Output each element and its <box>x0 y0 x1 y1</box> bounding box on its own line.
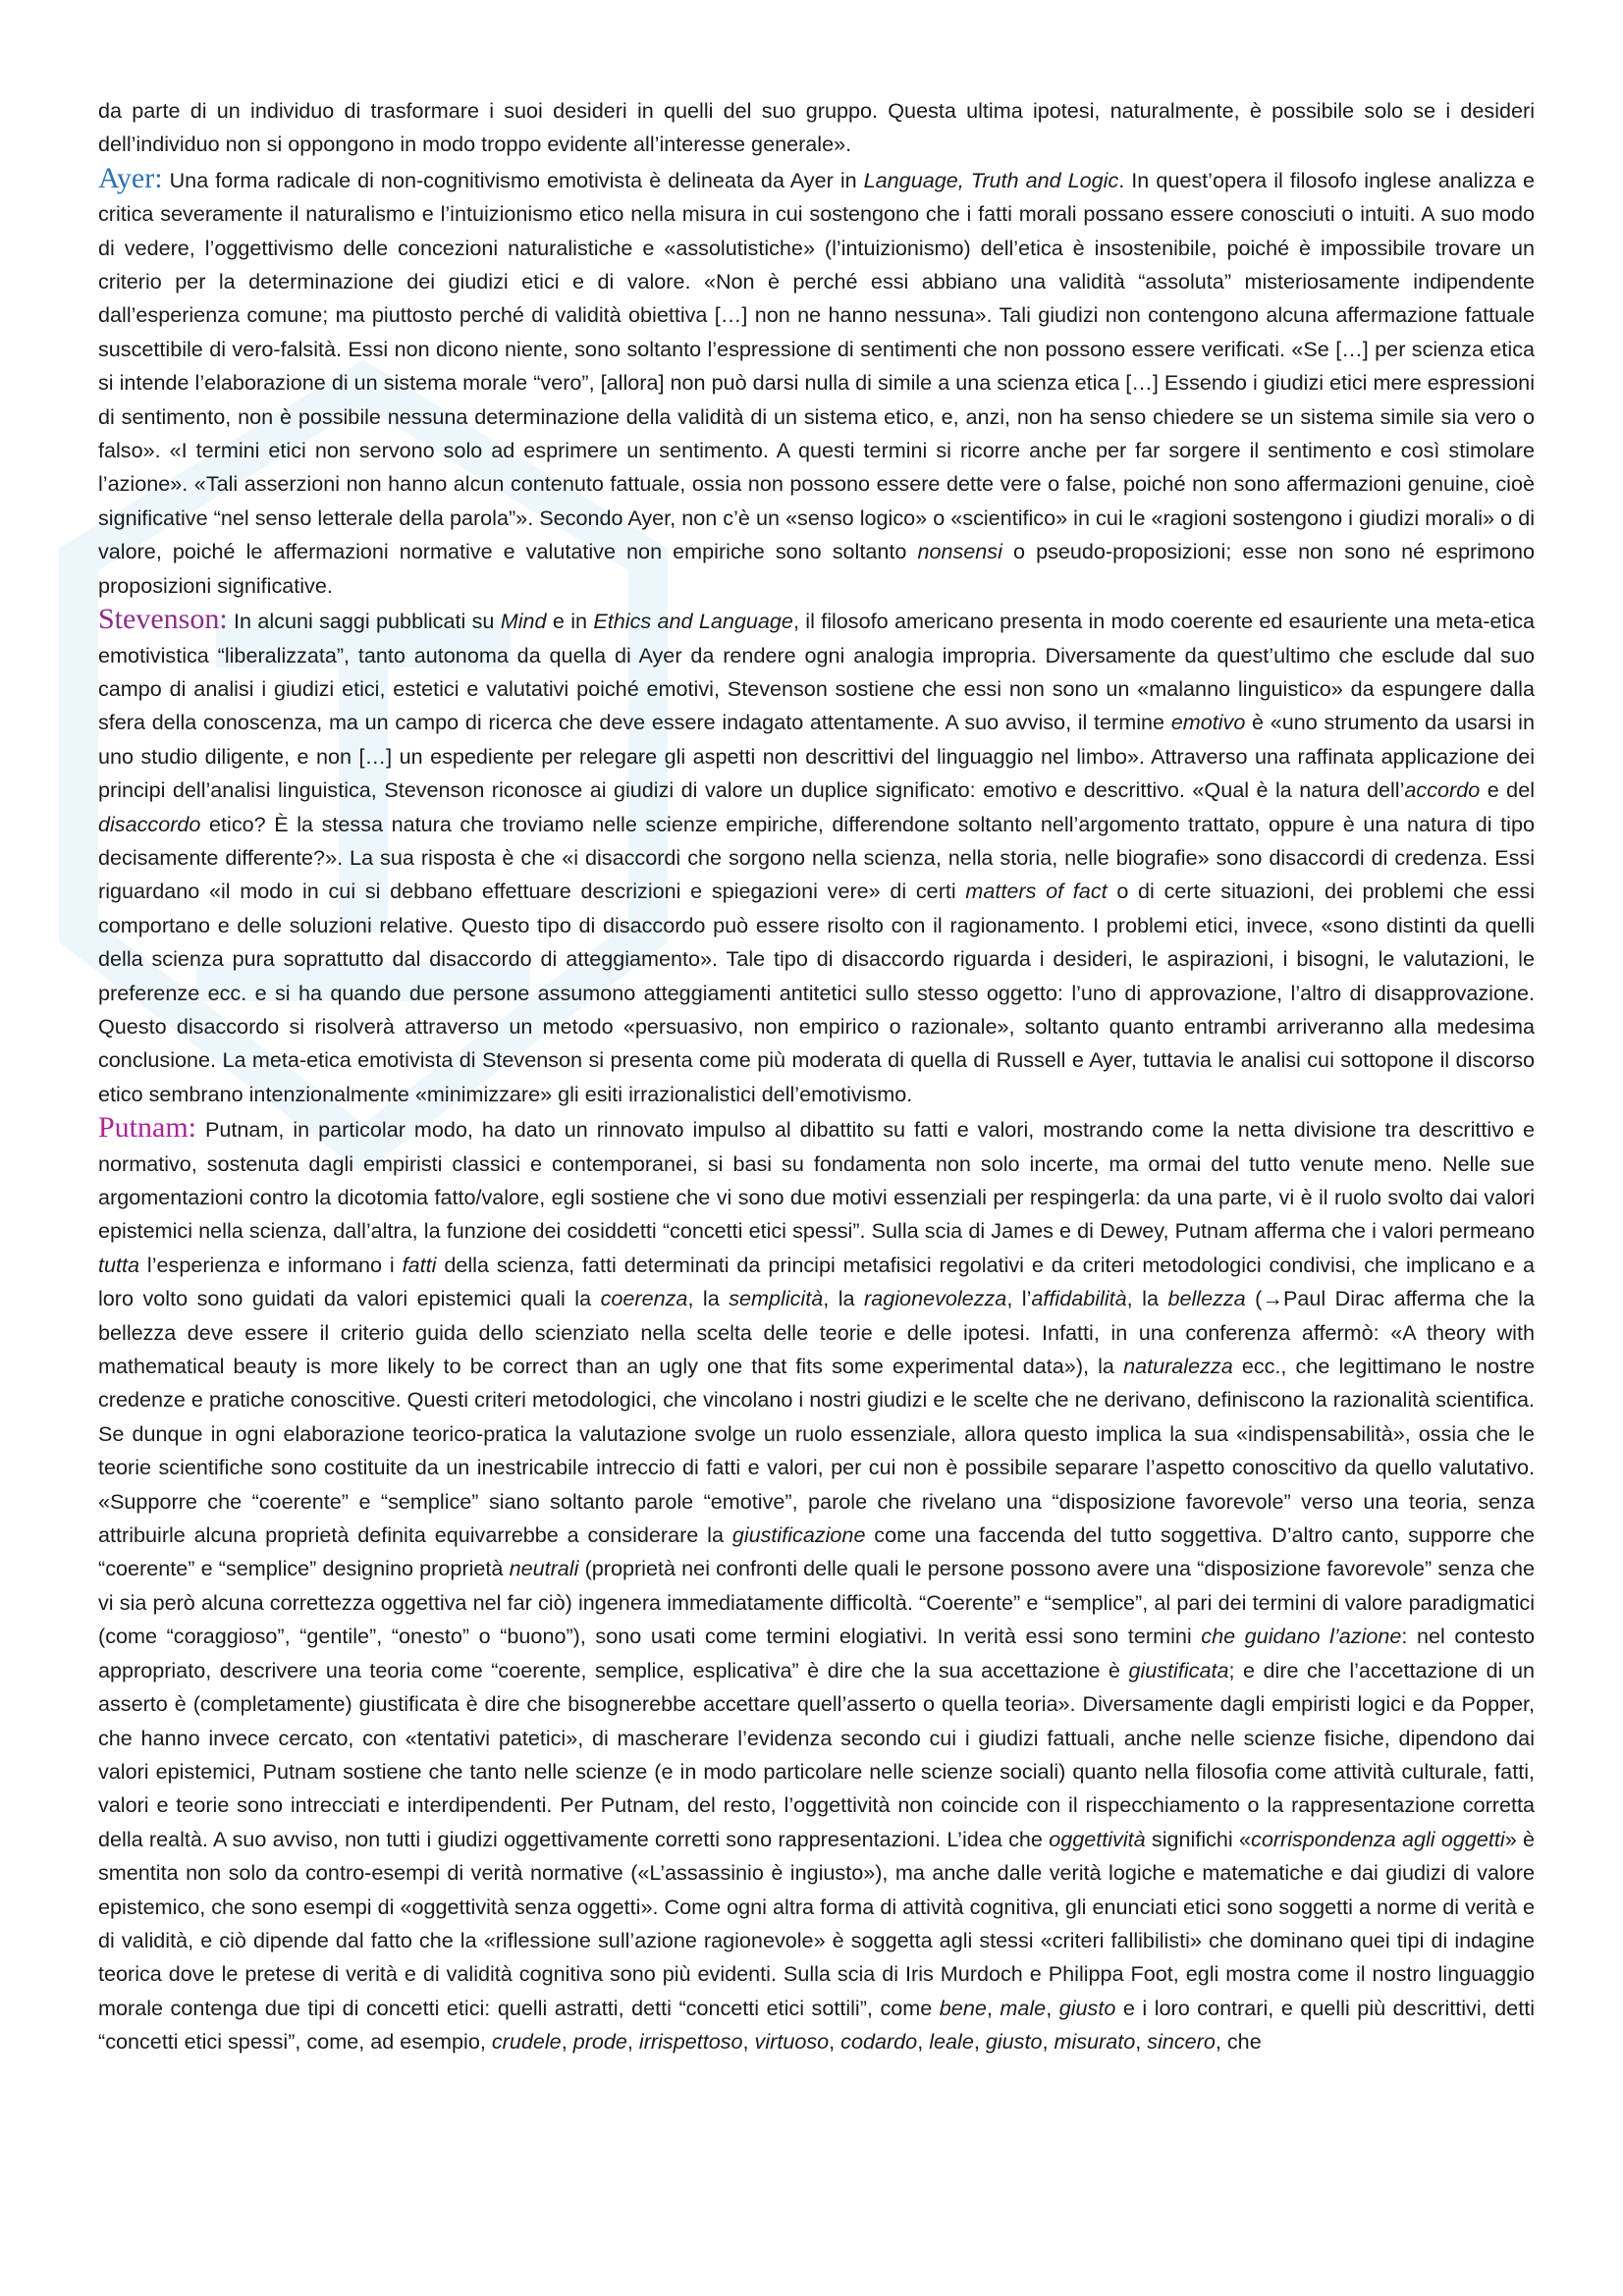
putnam-text: e i loro contrari, e quelli più descrittivi, detti “concetti etici spessi”, come, ad esempio, <box>98 1995 1535 2055</box>
putnam-italic: sincero <box>1147 2029 1216 2055</box>
stevenson-text: e in <box>546 609 594 634</box>
putnam-italic: oggettività <box>1049 1826 1146 1851</box>
putnam-italic: bene <box>939 1995 987 2020</box>
putnam-text: : nel contesto appropriato, descrivere una teoria come “coerente, semplice, esplicativa” è dire che la sua accettazione è <box>98 1624 1535 1682</box>
putnam-italic: giusto <box>1058 1995 1116 2020</box>
putnam-text: , <box>1046 1995 1059 2020</box>
stevenson-text: In alcuni saggi pubblicati su <box>227 609 501 634</box>
putnam-italic: semplicità <box>729 1286 824 1311</box>
putnam-italic: naturalezza <box>1123 1354 1233 1379</box>
stevenson-italic: Mind <box>500 609 547 634</box>
stevenson-text: , il filosofo americano presenta in modo coerente ed esauriente una meta-etica emotivistica “liberalizzata”, tanto autonoma da quella di Ayer da rendere ogni analogia impropria. Diversamente da quest’ultimo che esclude dal suo campo di analisi i giudizi etici, estetici e valutativi poiché emotivi, Stevenson sostiene che essi non sono un «malanno linguistico» da espungere dalla sfera della conoscenza, ma un campo di ricerca che deve essere indagato attentamente. A suo avviso, il termine <box>98 609 1536 735</box>
stevenson-italic: accordo <box>1404 777 1481 803</box>
stevenson-italic: Ethics and Language <box>593 609 793 634</box>
putnam-text: , la <box>687 1286 730 1311</box>
putnam-text: , <box>1135 2029 1148 2055</box>
putnam-italic: tutta <box>98 1252 140 1277</box>
putnam-italic: neutrali <box>509 1556 579 1581</box>
ayer-text: Una forma radicale di non-cognitivismo emotivista è delineata da Ayer in <box>162 167 864 192</box>
putnam-text: , <box>986 1995 1001 2020</box>
putnam-italic: coerenza <box>600 1286 688 1311</box>
stevenson-italic: matters of fact <box>965 879 1108 904</box>
putnam-text: come una faccenda del tutto soggettiva. D’altro canto, supporre che “coerente” e “semplice” designino proprietà <box>98 1522 1535 1581</box>
putnam-italic: crudele <box>491 2029 562 2055</box>
putnam-italic: irrispettoso <box>638 2029 743 2055</box>
document-page <box>98 94 1535 2059</box>
putnam-text: , <box>829 2029 841 2055</box>
stevenson-text: è «uno strumento da usarsi in uno studio diligente, e non […] un espediente per relegare gli aspetti non descrittivi del linguaggio nel limbo». Attraverso una raffinata applicazione dei principi dell’analisi linguistica, Stevenson riconosce ai giudizi di valore un duplice significato: emotivo e descrittivo. «Qual è la natura dell’ <box>98 710 1535 803</box>
putnam-italic: leale <box>929 2029 974 2055</box>
putnam-italic: corrispondenza agli oggetti <box>1251 1826 1505 1851</box>
stevenson-heading: Stevenson: <box>98 603 228 636</box>
putnam-text: significhi « <box>1145 1826 1252 1851</box>
stevenson-text: o di certe situazioni, dei problemi che essi comportano e delle soluzioni relative. Questo tipo di disaccordo può essere risolto con il ragionamento. I problemi etici, invece, «sono distinti da quelli della scienza pura soprattutto dal disaccordo di atteggiamento». Tale tipo di disaccordo riguarda i desideri, le aspirazioni, i bisogni, le valutazioni, le preferenze ecc. e si ha quando due persone assumono atteggiamenti antitetici sullo stesso oggetto: l’uno di approvazione, l’altro di disapprovazione. Questo disaccordo si risolverà attraverso un metodo «persuasivo, non empirico o razionale», soltanto quanto entrambi arriveranno alla medesima conclusione. La meta-etica emotivista di Stevenson si presenta come più moderata di quella di Russell e Ayer, tuttavia le analisi cui sottopone il discorso etico sembrano intenzionalmente «minimizzare» gli esiti irrazionalistici dell’emotivismo. <box>98 879 1535 1106</box>
putnam-heading: Putnam: <box>98 1111 197 1145</box>
putnam-text: ; e dire che l’accettazione di un asserto è (completamente) giustificata è dire che bisognerebbe accettare quell’asserto o quella teoria». Diversamente dagli empiristi logici e da Popper, che hanno invece cercato, con «tentativi patetici», di mascherare l’evidenza secondo cui i giudizi fattuali, anche nelle scienze fisiche, dipendono dai valori epistemici, Putnam sostiene che tanto nelle scienze (e in modo particolare nelle scienze sociali) quanto nella filosofia come attività culturale, fatti, valori e teorie sono intrecciati e interdipendenti. Per Putnam, del resto, l’oggettività non coincide con il rispecchiamento o la rappresentazione corretta della realtà. A suo avviso, non tutti i giudizi oggettivamente corretti sono rappresentazioni. L’idea che <box>98 1657 1535 1851</box>
putnam-italic: fatti <box>402 1252 437 1277</box>
putnam-text: Putnam, in particolar modo, ha dato un rinnovato impulso al dibattito su fatti e valori, mostrando come la netta divisione tra descrittivo e normativo, sostenuta dagli empiristi classici e contemporanei, si basi su fondamenta non solo incerte, ma ormai del tutto venute meno. Nelle sue argomentazioni contro la dicotomia fatto/valore, egli sostiene che vi sono due motivi essenziali per respingerla: da una parte, vi è il ruolo svolto dai valori epistemici nella scienza, dall’altra, la funzione dei cosiddetti “concetti etici spessi”. Sulla scia di James e di Dewey, Putnam afferma che i valori permeano <box>98 1117 1535 1244</box>
putnam-italic: virtuoso <box>754 2029 830 2055</box>
ayer-heading: Ayer: <box>98 161 163 194</box>
ayer-book-title: Language, Truth and Logic <box>863 167 1119 192</box>
putnam-italic: affidabilità <box>1031 1286 1127 1311</box>
putnam-italic: male <box>1000 1995 1047 2020</box>
ayer-text: o pseudo-proposizioni; esse non sono né esprimono proposizioni significative. <box>98 539 1536 598</box>
putnam-text: , l’ <box>1006 1286 1032 1311</box>
putnam-text: , <box>742 2029 755 2055</box>
putnam-italic: giusto <box>985 2029 1043 2055</box>
putnam-italic: giustificazione <box>731 1522 866 1548</box>
putnam-text: , <box>917 2029 930 2055</box>
putnam-text: l’esperienza e informano i <box>139 1252 403 1277</box>
putnam-text: (→Paul Dirac afferma che la bellezza deve essere il criterio guida dello scienziato nella scelta delle teorie e delle ipotesi. Infatti, in una conferenza affermò: «A theory with mathematical beauty is more likely to be correct than an ugly one that fits some experimental data»), la <box>98 1286 1535 1379</box>
intro-text: da parte di un individuo di trasformare i suoi desideri in quelli del suo gruppo. Questa ultima ipotesi, naturalmente, è possibile solo se i desideri dell’individuo non si oppongono in modo troppo evidente all’interesse generale». <box>98 98 1535 157</box>
putnam-italic: codardo <box>840 2029 918 2055</box>
ayer-text: . In quest’opera il filosofo inglese analizza e critica severamente il naturalismo e l’intuizionismo etico nella misura in cui sostengono che i fatti morali possano essere conosciuti o intuiti. A suo modo di vedere, l’oggettivismo delle concezioni naturalistiche e «assolutistiche» (l’intuizionismo) dell’etica è insostenibile, poiché è impossibile trovare un criterio per la determinazione dei giudizi etici e di valore. «Non è perché essi abbiano una validità “assoluta” misteriosamente indipendente dall’esperienza comune; ma piuttosto perché di validità obiettiva […] non ne hanno nessuna». Tali giudizi non contengono alcuna affermazione fattuale suscettibile di vero-falsità. Essi non dicono niente, sono soltanto l’espressione di sentimenti che non possono essere verificati. «Se […] per scienza etica si intende l’elaborazione di un sistema morale “vero”, [allora] non può darsi nulla di simile a una scienza etica […] Essendo i giudizi etici mere espressioni di sentimento, non è possibile nessuna determinazione della validità di un sistema etico, e, anzi, non ha senso chiedere se un sistema simile sia vero o falso». «I termini etici non servono solo ad esprimere un sentimento. A questi termini si ricorre anche per far sorgere il sentimento e così stimolare l’azione». «Tali asserzioni non hanno alcun contenuto fattuale, ossia non possono essere dette vere o false, poiché non sono affermazioni genuine, cioè significative “nel senso letterale della parola”». Secondo Ayer, non c’è un «senso logico» o «scientifico» in cui le «ragioni sostengono i giudizi morali» o di valore, poiché le affermazioni normative e valutative non empiriche sono soltanto <box>98 167 1535 564</box>
putnam-text: » è smentita non solo da contro-esempi di verità normative («L’assassinio è ingiusto»), ma anche dalle verità logiche e matematiche e dai giudizi di valore epistemico, che sono esempi di «oggettività senza oggetti». Come ogni altra forma di attività cognitiva, gli enunciati etici sono soggetti a norme di verità e di validità, e ciò dipende dal fatto che la «riflessione sull’azione ragionevole» è soggetta agli stessi «criteri fallibilisti» che dominano quei tipi di indagine teorica dove le pretese di verità e di validità cognitiva sono più evidenti. Sulla scia di Iris Murdoch e Philippa Foot, egli mostra come il nostro linguaggio morale contenga due tipi di concetti etici: quelli astratti, detti “concetti etici sottili”, come <box>98 1826 1535 2020</box>
putnam-text: ecc., che legittimano le nostre credenze e pratiche conoscitive. Questi criteri metodologici, che vincolano i nostri giudizi e le scelte che ne derivano, definiscono la razionalità scientifica. Se dunque in ogni elaborazione teorico-pratica la valutazione svolge un ruolo essenziale, allora questo implica la sua «indispensabilità», ossia che le teorie scientifiche sono costituite da un inestricabile intreccio di fatti e valori, per cui non è possibile separare l’aspetto conoscitivo da quello valutativo. «Supporre che “coerente” e “semplice” siano soltanto parole “emotive”, parole che rivelano una “disposizione favorevole” verso una teoria, senza attribuirle alcuna proprietà definita equivarrebbe a considerare la <box>98 1354 1535 1548</box>
putnam-italic: giustificata <box>1128 1657 1229 1682</box>
putnam-text: , <box>626 2029 639 2055</box>
putnam-text: , che <box>1215 2029 1262 2055</box>
intro-paragraph <box>98 94 1535 162</box>
putnam-text: , <box>561 2029 573 2055</box>
putnam-italic: che guidano l’azione <box>1201 1624 1402 1649</box>
stevenson-italic: emotivo <box>1170 710 1246 735</box>
putnam-text: , la <box>1126 1286 1168 1311</box>
putnam-text: , la <box>823 1286 865 1311</box>
stevenson-paragraph <box>98 603 1535 1111</box>
putnam-text: , <box>973 2029 986 2055</box>
putnam-text: , <box>1042 2029 1055 2055</box>
ayer-italic: nonsensi <box>917 539 1002 564</box>
putnam-italic: prode <box>572 2029 627 2055</box>
putnam-text: della scienza, fatti determinati da principi metafisici regolativi e da criteri metodologici condivisi, che implicano e a loro volto sono guidati da valori epistemici quali la <box>98 1252 1536 1311</box>
putnam-italic: bellezza <box>1167 1286 1246 1311</box>
stevenson-text: e del <box>1480 777 1535 803</box>
stevenson-text: etico? È la stessa natura che troviamo nelle scienze empiriche, differendone soltanto nell’argomento trattato, oppure è una natura di tipo decisamente differente?». La sua risposta è che «i disaccordi che sorgono nella scienza, nella storia, nelle biografie» sono disaccordi di credenza. Essi riguardano «il modo in cui si debbano effettuare descrizioni e spiegazioni vere» di certi <box>98 811 1535 904</box>
putnam-italic: ragionevolezza <box>864 1286 1007 1311</box>
ayer-paragraph <box>98 162 1535 603</box>
stevenson-italic: disaccordo <box>98 811 201 836</box>
putnam-text: (proprietà nei confronti delle quali le persone possono avere una “disposizione favorevole” senza che vi sia però alcuna correttezza oggettiva nel far ciò) ingenera immediatamente difficoltà. “Coerente” e “semplice”, al pari dei termini di valore paradigmatici (come “coraggioso”, “gentile”, “onesto” o “buono”), sono usati come termini elogiativi. In verità essi sono termini <box>98 1556 1536 1649</box>
putnam-paragraph <box>98 1111 1535 2058</box>
putnam-italic: misurato <box>1054 2029 1136 2055</box>
